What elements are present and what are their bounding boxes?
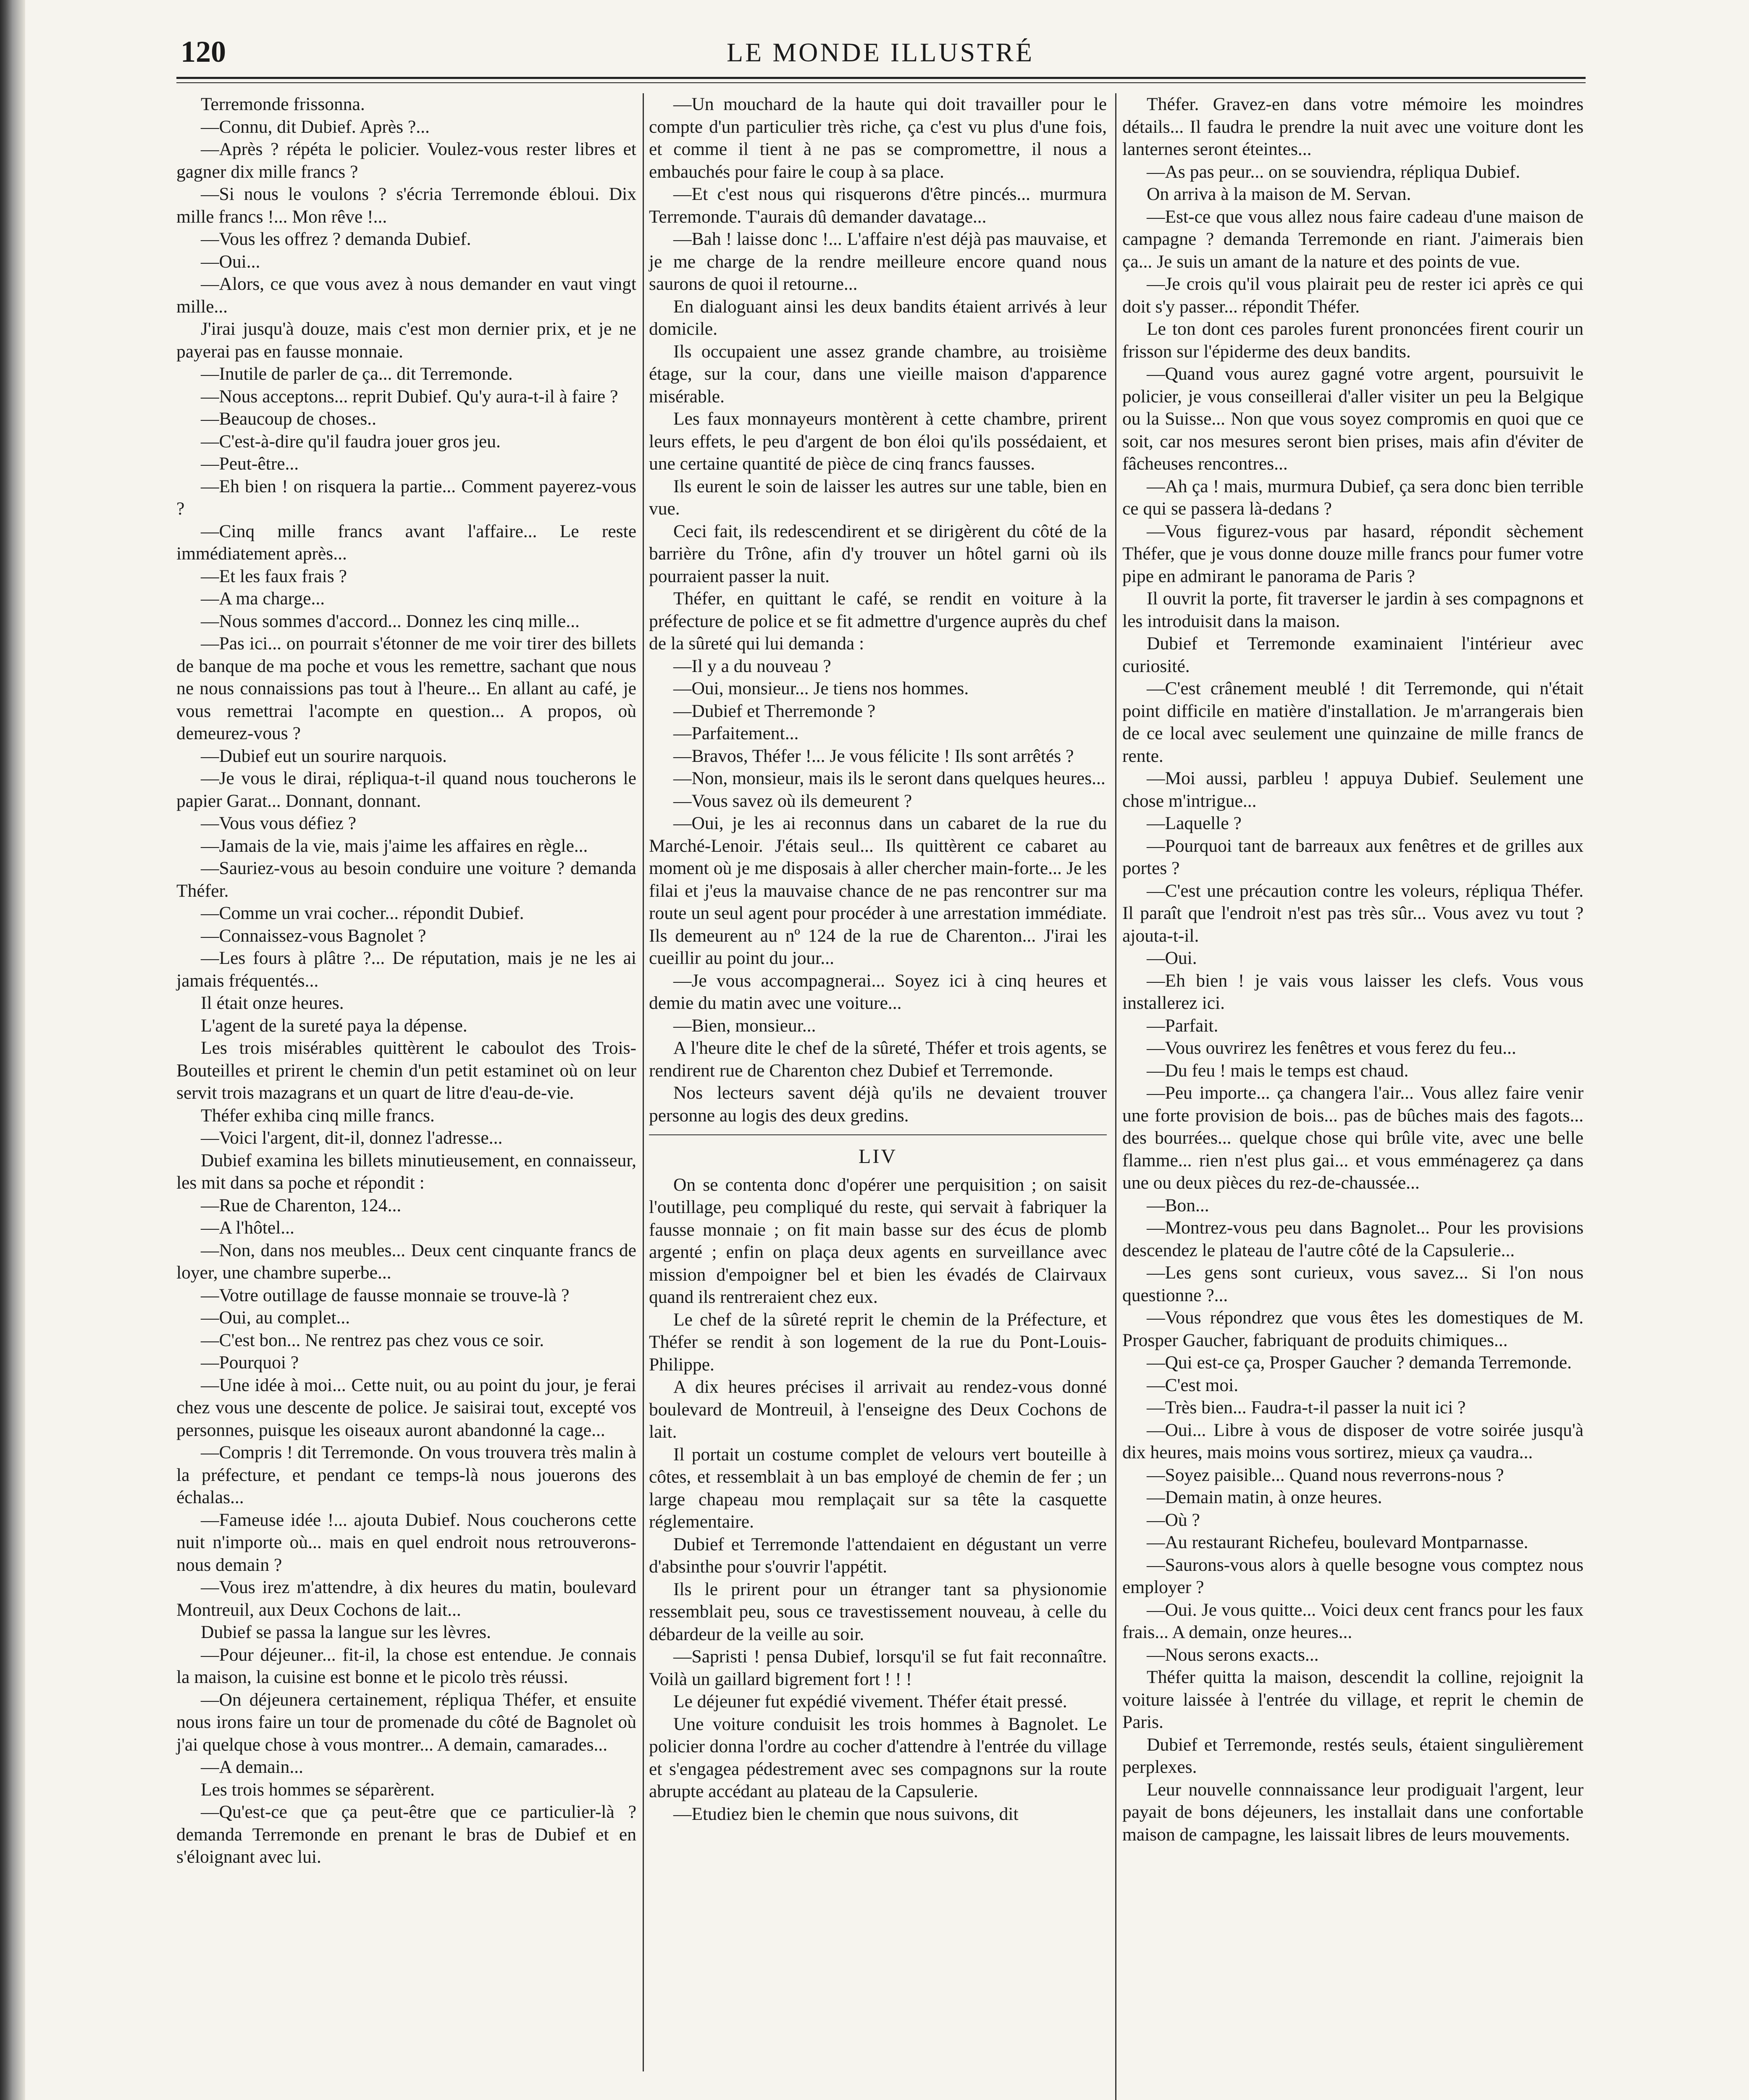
- paragraph: Ils occupaient une assez grande chambre, au troisième étage, sur la cour, dans une vieille maison d'apparence misérable.: [649, 341, 1107, 407]
- paragraph: —Parfaitement...: [673, 723, 799, 743]
- paragraph: —Etudiez bien le chemin que nous suivons, dit: [673, 1803, 1019, 1824]
- paragraph: —Ah ça ! mais, murmura Dubief, ça sera donc bien terrible ce qui se passera là-dedans ?: [1122, 476, 1584, 519]
- paragraph: On se contenta donc d'opérer une perquisition ; on saisit l'outillage, peu compliqué du reste, qui servait à fabriquer la fausse monnaie ; on fit main basse sur des écus de plomb argenté ; enfin on plaça deux agents en surveillance avec mission d'empoigner bel et bien les évadés de Clairvaux quand ils rentreraient chez eux.: [649, 1174, 1107, 1307]
- paragraph: Nos lecteurs savent déjà qu'ils ne devaient trouver personne au logis des deux gredins.: [649, 1083, 1107, 1126]
- paragraph: —Jamais de la vie, mais j'aime les affaires en règle...: [201, 835, 588, 856]
- paragraph: Les trois hommes se séparèrent.: [201, 1779, 435, 1800]
- paragraph: J'irai jusqu'à douze, mais c'est mon dernier prix, et je ne payerai pas en fausse monnaie.: [176, 319, 636, 362]
- paragraph: —Compris ! dit Terremonde. On vous trouvera très malin à la préfecture, et pendant ce temps-là nous jouerons des échalas...: [176, 1442, 636, 1507]
- paragraph: Les faux monnayeurs montèrent à cette chambre, prirent leurs effets, le peu d'argent de bon éloi qu'ils possédaient, et une certaine quantité de pièce de cinq francs fausses.: [649, 409, 1107, 474]
- paragraph: —C'est moi.: [1147, 1375, 1239, 1395]
- paragraph: —Oui, monsieur... Je tiens nos hommes.: [673, 678, 969, 698]
- header-rule-thin: [176, 82, 1586, 83]
- paragraph: A dix heures précises il arrivait au rendez-vous donné boulevard de Montreuil, à l'enseigne des Deux Cochons de lait.: [649, 1377, 1107, 1442]
- paragraph: Dubief et Terremonde examinaient l'intérieur avec curiosité.: [1122, 633, 1584, 676]
- paragraph: —Je crois qu'il vous plairait peu de rester ici après ce qui doit s'y passer... répondit Théfer.: [1122, 274, 1584, 317]
- paragraph: —Connu, dit Dubief. Après ?...: [201, 116, 430, 137]
- paragraph: —Pour déjeuner... fit-il, la chose est entendue. Je connais la maison, la cuisine est bonne et le picolo très réussi.: [176, 1644, 636, 1687]
- scan-binding-edge: [0, 0, 25, 2100]
- paragraph: —Où ?: [1147, 1509, 1200, 1530]
- paragraph: On arriva à la maison de M. Servan.: [1147, 184, 1411, 204]
- paragraph: Les trois misérables quittèrent le caboulot des Trois-Bouteilles et prirent le chemin d'un petit estaminet où on leur servit trois mazagrans et un quart de litre d'eau-de-vie.: [176, 1038, 636, 1103]
- paragraph: Une voiture conduisit les trois hommes à Bagnolet. Le policier donna l'ordre au cocher d'attendre à l'entrée du village et s'engagea pédestrement avec ses compagnons sur la route abrupte accédant au plateau de la Capsulerie.: [649, 1714, 1107, 1801]
- paragraph: —On déjeunera certainement, répliqua Théfer, et ensuite nous irons faire un tour de promenade du côté de Bagnolet où j'ai quelque chose à vous montrer... A demain, camarades...: [176, 1689, 636, 1755]
- paragraph: —Si nous le voulons ? s'écria Terremonde ébloui. Dix mille francs !... Mon rêve !...: [176, 184, 636, 227]
- paragraph: —Oui... Libre à vous de disposer de votre soirée jusqu'à dix heures, mais moins vous sortirez, mieux ça vaudra...: [1122, 1420, 1584, 1462]
- paragraph: —Vous irez m'attendre, à dix heures du matin, boulevard Montreuil, aux Deux Cochons de lait...: [176, 1577, 636, 1620]
- paragraph: —Oui, je les ai reconnus dans un cabaret de la rue du Marché-Lenoir. J'étais seul... Ils quittèrent ce cabaret au moment où je me disposais à aller chercher main-forte... Je les filai et j'eus la mauvaise chance de ne pas rencontrer sur ma route un seul agent pour procéder à une arrestation immédiate. Ils demeurent au nº 124 de la rue de Charenton... J'irai les cueillir au point du jour...: [649, 813, 1107, 968]
- paragraph: Dubief et Terremonde l'attendaient en dégustant un verre d'absinthe pour s'ouvrir l'appétit.: [649, 1534, 1107, 1577]
- paragraph: —Vous savez où ils demeurent ?: [673, 790, 912, 811]
- paragraph: —Inutile de parler de ça... dit Terremonde.: [201, 364, 513, 384]
- paragraph: —Connaissez-vous Bagnolet ?: [201, 925, 426, 946]
- paragraph: —Les gens sont curieux, vous savez... Si l'on nous questionne ?...: [1122, 1263, 1584, 1305]
- paragraph: —Oui.: [1147, 948, 1197, 968]
- paragraph: —A l'hôtel...: [201, 1218, 294, 1238]
- paragraph: —Demain matin, à onze heures.: [1147, 1487, 1382, 1507]
- paragraph: Le déjeuner fut expédié vivement. Théfer était pressé.: [673, 1691, 1067, 1712]
- paragraph: —Sapristi ! pensa Dubief, lorsqu'il se fut fait reconnaître. Voilà un gaillard bigrement fort ! ! !: [649, 1646, 1107, 1689]
- paragraph: —Alors, ce que vous avez à nous demander en vaut vingt mille...: [176, 274, 636, 317]
- paragraph: —Bon...: [1147, 1195, 1209, 1215]
- paragraph: —Un mouchard de la haute qui doit travailler pour le compte d'un particulier très riche, ça c'est vu plus d'une fois, et comme il tient à ne pas se compromettre, il nous a embauchés pour faire le coup à sa place.: [649, 94, 1107, 182]
- paragraph: —Qui est-ce ça, Prosper Gaucher ? demanda Terremonde.: [1147, 1352, 1572, 1373]
- column-divider-1: [643, 93, 644, 2071]
- paragraph: —Une idée à moi... Cette nuit, ou au point du jour, je ferai chez vous une descente de police. Je saisirai tout, excepté vos personnes, puisque les oiseaux auront abandonné la cage...: [176, 1375, 636, 1440]
- paragraph: —Vous ouvrirez les fenêtres et vous ferez du feu...: [1147, 1038, 1516, 1058]
- paragraph: —Montrez-vous peu dans Bagnolet... Pour les provisions descendez le plateau de l'autre côté de la Capsulerie...: [1122, 1218, 1584, 1260]
- paragraph: —Vous vous défiez ?: [201, 813, 357, 833]
- paragraph: —Votre outillage de fausse monnaie se trouve-là ?: [201, 1285, 570, 1305]
- paragraph: —Pas ici... on pourrait s'étonner de me voir tirer des billets de banque de ma poche et vous les remettre, sachant que nous ne nous connaissions pas tout à l'heure... En allant au café, je vous remettrai l'acompte en question... A propos, où demeurez-vous ?: [176, 633, 636, 743]
- paragraph: Ils eurent le soin de laisser les autres sur une table, bien en vue.: [649, 476, 1107, 519]
- paragraph: —Moi aussi, parbleu ! appuya Dubief. Seulement une chose m'intrigue...: [1122, 768, 1584, 811]
- paragraph: Le ton dont ces paroles furent prononcées firent courir un frisson sur l'épiderme des deux bandits.: [1122, 319, 1584, 362]
- paragraph: —A demain...: [201, 1757, 304, 1777]
- paragraph: —Voici l'argent, dit-il, donnez l'adresse...: [201, 1128, 503, 1148]
- paragraph: Théfer exhiba cinq mille francs.: [201, 1105, 435, 1126]
- paragraph: —Saurons-vous alors à quelle besogne vous comptez nous employer ?: [1122, 1554, 1584, 1597]
- paragraph: —Soyez paisible... Quand nous reverrons-nous ?: [1147, 1465, 1504, 1485]
- paragraph: —Vous les offrez ? demanda Dubief.: [201, 229, 471, 249]
- paragraph: —Et c'est nous qui risquerons d'être pincés... murmura Terremonde. T'aurais dû demander davatage...: [649, 184, 1107, 227]
- text-column-1: [176, 93, 636, 1869]
- paragraph: —Dubief et Therremonde ?: [673, 701, 876, 721]
- paragraph: Il ouvrit la porte, fit traverser le jardin à ses compagnons et les introduisit dans la maison.: [1122, 588, 1584, 631]
- paragraph: —Eh bien ! je vais vous laisser les clefs. Vous vous installerez ici.: [1122, 970, 1584, 1013]
- paragraph: —Au restaurant Richefeu, boulevard Montparnasse.: [1147, 1532, 1528, 1552]
- paragraph: —Nous sommes d'accord... Donnez les cinq mille...: [201, 611, 580, 631]
- paragraph: Terremonde frissonna.: [201, 94, 365, 114]
- paragraph: —Après ? répéta le policier. Voulez-vous rester libres et gagner dix mille francs ?: [176, 139, 636, 182]
- paragraph: —Eh bien ! on risquera la partie... Comment payerez-vous ?: [176, 476, 636, 519]
- paragraph: —Est-ce que vous allez nous faire cadeau d'une maison de campagne ? demanda Terremonde en riant. J'aimerais bien ça... Je suis un amant de la nature et des points de vue.: [1122, 206, 1584, 272]
- paragraph: —Je vous le dirai, répliqua-t-il quand nous toucherons le papier Garat... Donnant, donnant.: [176, 768, 636, 811]
- paragraph: —Rue de Charenton, 124...: [201, 1195, 402, 1215]
- paragraph: —Peut-être...: [201, 454, 299, 474]
- paragraph: Il était onze heures.: [201, 993, 344, 1013]
- paragraph: A l'heure dite le chef de la sûreté, Théfer et trois agents, se rendirent rue de Charenton chez Dubief et Terremonde.: [649, 1038, 1107, 1081]
- paragraph: Théfer quitta la maison, descendit la colline, rejoignit la voiture laissée à l'entrée du village, et reprit le chemin de Paris.: [1122, 1667, 1584, 1732]
- paragraph: —Beaucoup de choses..: [201, 409, 376, 429]
- paragraph: Dubief et Terremonde, restés seuls, étaient singulièrement perplexes.: [1122, 1734, 1584, 1777]
- column-divider-2: [1115, 93, 1116, 2100]
- paragraph: Ils le prirent pour un étranger tant sa physionomie ressemblait peu, sous ce travestissement nouveau, à celle du débardeur de la veille au soir.: [649, 1579, 1107, 1644]
- paragraph: —Bah ! laisse donc !... L'affaire n'est déjà pas mauvaise, et je me charge de la rendre meilleure encore quand nous saurons de quoi il retourne...: [649, 229, 1107, 294]
- paragraph: —Pourquoi ?: [201, 1352, 299, 1373]
- paragraph: —Pourquoi tant de barreaux aux fenêtres et de grilles aux portes ?: [1122, 835, 1584, 878]
- paragraph: —Vous répondrez que vous êtes les domestiques de M. Prosper Gaucher, fabriquant de produits chimiques...: [1122, 1307, 1584, 1350]
- paragraph: L'agent de la sureté paya la dépense.: [201, 1015, 467, 1036]
- text-column-2: [649, 93, 1107, 1825]
- paragraph: Théfer, en quittant le café, se rendit en voiture à la préfecture de police et se fit admettre d'urgence auprès du chef de la sûreté qui lui demanda :: [649, 588, 1107, 654]
- paragraph: —Et les faux frais ?: [201, 566, 347, 586]
- paragraph: —Oui, au complet...: [201, 1307, 350, 1328]
- header-rule-thick: [176, 77, 1586, 79]
- paragraph: Leur nouvelle connnaissance leur prodiguait l'argent, leur payait de bons déjeuners, les installait dans une confortable maison de campagne, les laissait libres de leurs mouvements.: [1122, 1779, 1584, 1845]
- paragraph: —Quand vous aurez gagné votre argent, poursuivit le policier, je vous conseillerai d'aller visiter un peu la Belgique ou la Suisse... Non que vous soyez compromis en quoi que ce soit, car nos mesures seront bien prises, mais afin d'éviter de fâcheuses rencontres...: [1122, 364, 1584, 474]
- paragraph: —Laquelle ?: [1147, 813, 1242, 833]
- paragraph: Ceci fait, ils redescendirent et se dirigèrent du côté de la barrière du Trône, afin d'y trouver un hôtel garni où ils pourraient passer la nuit.: [649, 521, 1107, 586]
- paragraph: —Parfait.: [1147, 1015, 1219, 1036]
- paragraph: —Je vous accompagnerai... Soyez ici à cinq heures et demie du matin avec une voiture...: [649, 970, 1107, 1013]
- paragraph: —Vous figurez-vous par hasard, répondit sèchement Théfer, que je vous donne douze mille francs pour fumer votre pipe en admirant le panorama de Paris ?: [1122, 521, 1584, 586]
- page-number: 120: [181, 35, 226, 68]
- paragraph: Il portait un costume complet de velours vert bouteille à côtes, et ressemblait à un bas employé de chemin de fer ; un large chapeau mou remplaçait sur sa tête la casquette réglementaire.: [649, 1444, 1107, 1532]
- paragraph: En dialoguant ainsi les deux bandits étaient arrivés à leur domicile.: [649, 296, 1107, 339]
- paragraph: —Oui. Je vous quitte... Voici deux cent francs pour les faux frais... A demain, onze heures...: [1122, 1599, 1584, 1642]
- paragraph: —Comme un vrai cocher... répondit Dubief.: [201, 903, 524, 923]
- paragraph: —Sauriez-vous au besoin conduire une voiture ? demanda Théfer.: [176, 858, 636, 901]
- paragraph: Dubief examina les billets minutieusement, en connaisseur, les mit dans sa poche et répondit :: [176, 1150, 636, 1193]
- paragraph: —Bien, monsieur...: [673, 1015, 816, 1036]
- paragraph: —C'est une précaution contre les voleurs, répliqua Théfer. Il paraît que l'endroit n'est pas très sûr... Vous avez vu tout ? ajouta-t-il.: [1122, 880, 1584, 946]
- paragraph: Dubief se passa la langue sur les lèvres.: [201, 1622, 491, 1642]
- paragraph: —As pas peur... on se souviendra, répliqua Dubief.: [1147, 161, 1521, 182]
- paragraph: —Les fours à plâtre ?... De réputation, mais je ne les ai jamais fréquentés...: [176, 948, 636, 991]
- section-heading: LIV: [649, 1134, 1107, 1168]
- paragraph: —Fameuse idée !... ajouta Dubief. Nous coucherons cette nuit n'importe où... mais en quel endroit nous retrouverons-nous demain ?: [176, 1509, 636, 1575]
- paragraph: —C'est crânement meublé ! dit Terremonde, qui n'était point difficile en matière d'installation. Je m'arrangerais bien de ce local avec seulement une quinzaine de mille francs de rente.: [1122, 678, 1584, 766]
- paragraph: —A ma charge...: [201, 588, 325, 609]
- paragraph: —Cinq mille francs avant l'affaire... Le reste immédiatement après...: [176, 521, 636, 564]
- paragraph: —Peu importe... ça changera l'air... Vous allez faire venir une forte provision de bois... pas de bûches mais des fagots... des bourrées... quelque chose qui brûle vite, avec une belle flamme... rien n'est plus gai... et vous emménagerez ça dans une ou deux pièces du rez-de-chaussée...: [1122, 1083, 1584, 1193]
- paragraph: —Non, monsieur, mais ils le seront dans quelques heures...: [673, 768, 1106, 788]
- paragraph: —Très bien... Faudra-t-il passer la nuit ici ?: [1147, 1397, 1466, 1418]
- paragraph: —Bravos, Théfer !... Je vous félicite ! Ils sont arrêtés ?: [673, 746, 1074, 766]
- text-column-3: [1122, 93, 1584, 1846]
- paragraph: —Nous acceptons... reprit Dubief. Qu'y aura-t-il à faire ?: [201, 386, 618, 407]
- paragraph: —Nous serons exacts...: [1147, 1644, 1319, 1665]
- paragraph: —C'est bon... Ne rentrez pas chez vous ce soir.: [201, 1330, 544, 1350]
- paragraph: —C'est-à-dire qu'il faudra jouer gros jeu.: [201, 431, 501, 452]
- paragraph: —Dubief eut un sourire narquois.: [201, 746, 447, 766]
- paragraph: Le chef de la sûreté reprit le chemin de la Préfecture, et Théfer se rendit à son logement de la rue du Pont-Louis-Philippe.: [649, 1309, 1107, 1375]
- masthead-title: LE MONDE ILLUSTRÉ: [727, 37, 1035, 67]
- paragraph: —Oui...: [201, 251, 260, 272]
- paragraph: —Non, dans nos meubles... Deux cent cinquante francs de loyer, une chambre superbe...: [176, 1240, 636, 1283]
- paragraph: —Du feu ! mais le temps est chaud.: [1147, 1060, 1409, 1081]
- paragraph: Théfer. Gravez-en dans votre mémoire les moindres détails... Il faudra le prendre la nuit avec une voiture dont les lanternes seront éteintes...: [1122, 94, 1584, 159]
- paragraph: —Qu'est-ce que ça peut-être que ce particulier-là ? demanda Terremonde en prenant le bras de Dubief et en s'éloignant avec lui.: [176, 1802, 636, 1867]
- paragraph: —Il y a du nouveau ?: [673, 656, 831, 676]
